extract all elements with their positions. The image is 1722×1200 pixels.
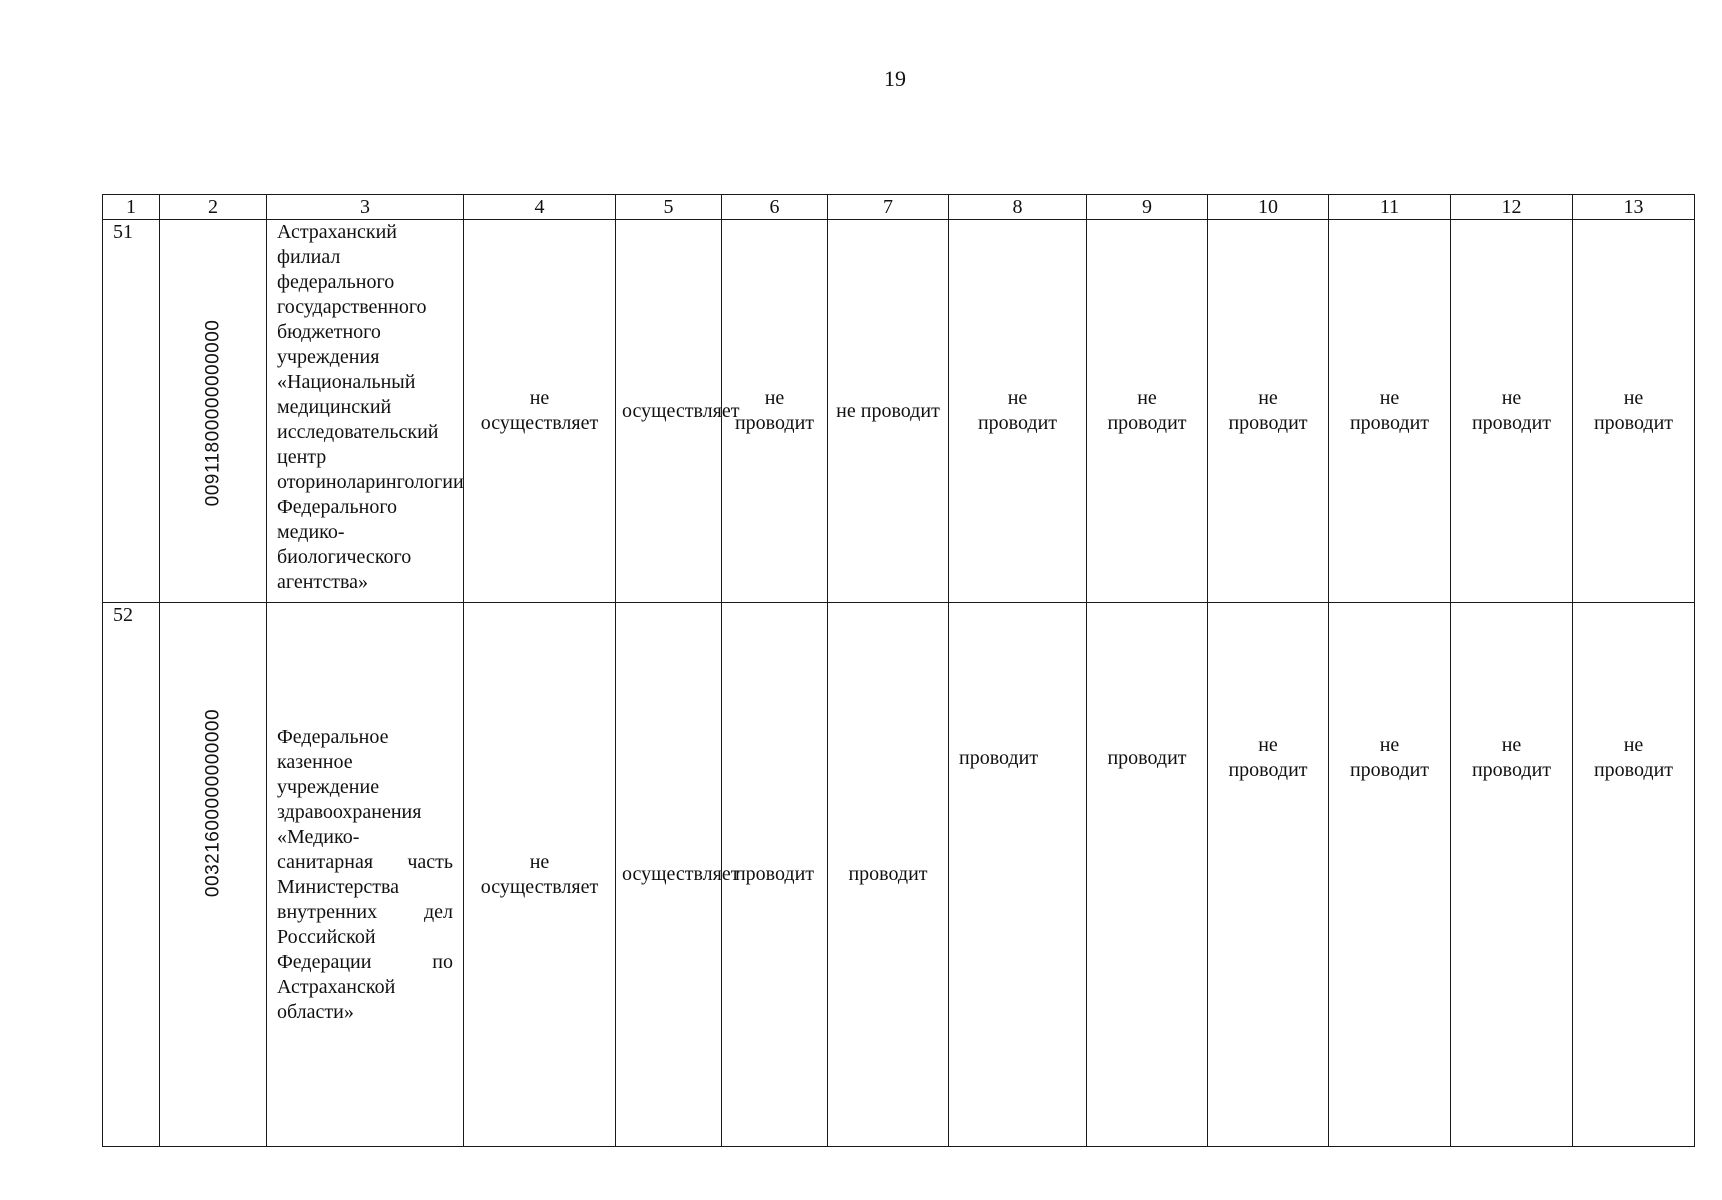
column-header: 5 (616, 195, 722, 220)
column-header: 7 (828, 195, 949, 220)
value-cell-col10: не проводит (1208, 220, 1329, 603)
value-cell-col4: не осуществляет (464, 603, 616, 1147)
column-header: 1 (103, 195, 160, 220)
value-cell-col9: не проводит (1087, 220, 1208, 603)
column-header: 10 (1208, 195, 1329, 220)
column-header: 4 (464, 195, 616, 220)
institution-name: Федеральное казенное учреждение здравоохранения «Медико-санитарная часть Министерства внутренних дел Российской Федерации по Астраханской области» (267, 603, 464, 1147)
row-number: 52 (103, 603, 160, 1147)
column-header: 3 (267, 195, 464, 220)
institutions-table (102, 194, 1695, 1147)
value-cell-col8: не проводит (949, 220, 1087, 603)
value-cell-col11: не проводит (1329, 220, 1451, 603)
page-number: 19 (884, 66, 906, 91)
column-header: 2 (160, 195, 267, 220)
code-cell (160, 220, 267, 603)
table-row (103, 603, 1695, 1147)
value-cell-col5: осуществляет (616, 220, 722, 603)
value-cell-col8: проводит (949, 603, 1087, 1147)
column-header: 8 (949, 195, 1087, 220)
column-header: 6 (722, 195, 828, 220)
column-header: 11 (1329, 195, 1451, 220)
institution-code: 00321600000000000 (202, 708, 224, 898)
value-cell-col13: не проводит (1573, 603, 1695, 1147)
value-cell-col5: осуществляет (616, 603, 722, 1147)
value-cell-col4: не осуществляет (464, 220, 616, 603)
value-cell-col9: проводит (1087, 603, 1208, 1147)
value-cell-col6: проводит (722, 603, 828, 1147)
column-header: 13 (1573, 195, 1695, 220)
value-cell-col7: не проводит (828, 220, 949, 603)
table-row (103, 220, 1695, 603)
column-header: 12 (1451, 195, 1573, 220)
value-cell-col11: не проводит (1329, 603, 1451, 1147)
value-cell-col6: не проводит (722, 220, 828, 603)
row-number: 51 (103, 220, 160, 603)
value-cell-col13: не проводит (1573, 220, 1695, 603)
institution-code: 00911800000000000 (202, 319, 224, 507)
value-cell-col12: не проводит (1451, 220, 1573, 603)
code-cell (160, 603, 267, 1147)
value-cell-col12: не проводит (1451, 603, 1573, 1147)
table-header-row (103, 195, 1695, 220)
column-header: 9 (1087, 195, 1208, 220)
value-cell-col7: проводит (828, 603, 949, 1147)
institution-name: Астраханский филиал федерального государственного бюджетного учреждения «Национальный медицинский исследовательский центр оториноларингологии Федерального медико-биологического агентства» (267, 220, 464, 603)
value-cell-col10: не проводит (1208, 603, 1329, 1147)
